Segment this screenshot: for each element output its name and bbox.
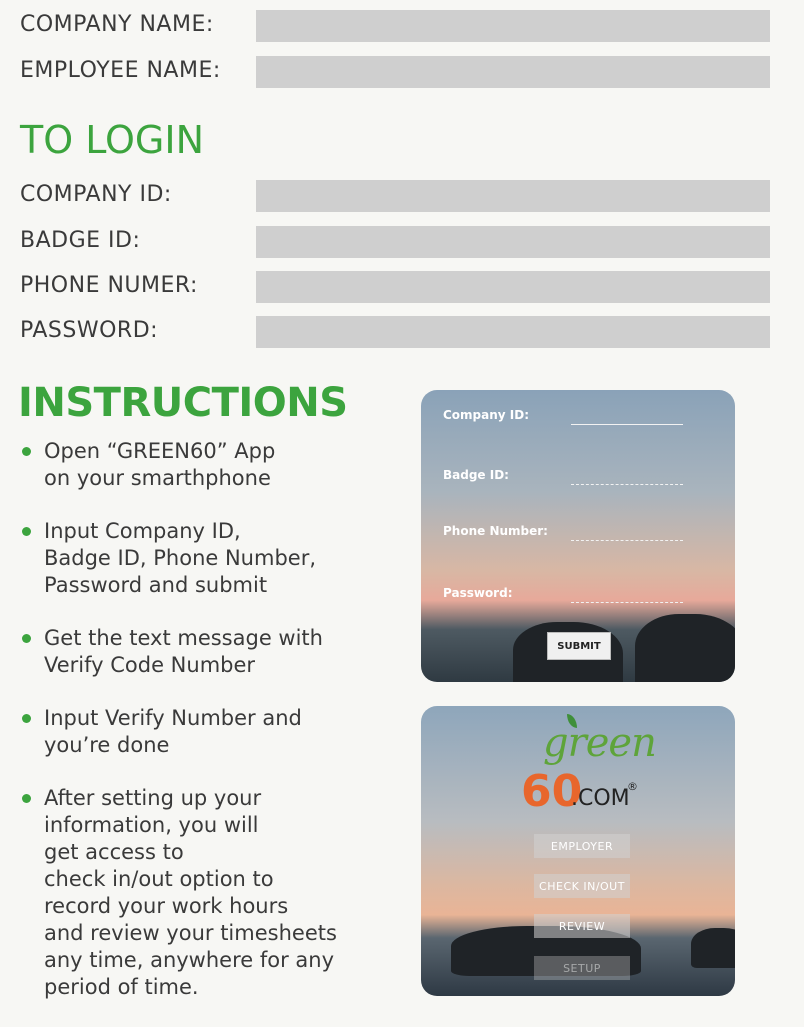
employee-name-field[interactable]: [256, 56, 770, 88]
submit-button[interactable]: SUBMIT: [547, 632, 611, 660]
employee-name-label: EMPLOYEE NAME:: [20, 58, 221, 83]
instructions-title: INSTRUCTIONS: [18, 380, 348, 426]
company-id-label: COMPANY ID:: [20, 182, 172, 207]
rock-shape: [635, 614, 735, 682]
badge-id-label: BADGE ID:: [20, 228, 141, 253]
company-name-label: COMPANY NAME:: [20, 12, 214, 37]
instruction-text: After setting up your information, you will get access to check in/out option to record your work hours and review your timesheets any time, anywhere for any period of time.: [44, 786, 337, 999]
company-name-field[interactable]: [256, 10, 770, 42]
logo-suffix: .COM: [571, 786, 630, 811]
phone-number-label: PHONE NUMER:: [20, 273, 198, 298]
instruction-item: [20, 625, 390, 679]
bullet-dot-icon: [22, 794, 31, 803]
instruction-text: Input Company ID, Badge ID, Phone Number, Password and submit: [44, 519, 317, 597]
phone-menu-screen: [421, 706, 735, 996]
instruction-item: [20, 705, 390, 759]
phone-company-id-label: Company ID:: [443, 408, 530, 422]
logo-number: 60: [521, 766, 583, 817]
phone-badge-id-label: Badge ID:: [443, 468, 509, 482]
employer-button[interactable]: EMPLOYER: [534, 834, 630, 858]
phone-company-id-input[interactable]: [571, 424, 683, 425]
instruction-text: Open “GREEN60” App on your smarthphone: [44, 439, 276, 490]
instruction-text: Get the text message with Verify Code Number: [44, 626, 323, 677]
phone-number-field[interactable]: [256, 271, 770, 303]
instruction-item: [20, 518, 390, 599]
instructions-list: [20, 438, 390, 1027]
phone-phone-number-input[interactable]: [571, 540, 683, 541]
company-id-field[interactable]: [256, 180, 770, 212]
rock-shape: [691, 928, 735, 968]
instruction-text: Input Verify Number and you’re done: [44, 706, 302, 757]
phone-phone-number-label: Phone Number:: [443, 524, 548, 538]
logo-registered-mark: ®: [627, 780, 638, 793]
badge-id-field[interactable]: [256, 226, 770, 258]
instruction-item: [20, 438, 390, 492]
bullet-dot-icon: [22, 634, 31, 643]
bullet-dot-icon: [22, 714, 31, 723]
phone-badge-id-input[interactable]: [571, 484, 683, 485]
check-in-out-button[interactable]: CHECK IN/OUT: [534, 874, 630, 898]
instruction-item: [20, 785, 390, 1001]
phone-login-screen: [421, 390, 735, 682]
phone-password-input[interactable]: [571, 602, 683, 603]
setup-button[interactable]: SETUP: [534, 956, 630, 980]
review-button[interactable]: REVIEW: [534, 914, 630, 938]
password-field[interactable]: [256, 316, 770, 348]
bullet-dot-icon: [22, 527, 31, 536]
bullet-dot-icon: [22, 447, 31, 456]
password-label: PASSWORD:: [20, 318, 159, 343]
logo-green-word: green: [543, 720, 656, 766]
login-title: TO LOGIN: [20, 118, 205, 162]
phone-password-label: Password:: [443, 586, 513, 600]
